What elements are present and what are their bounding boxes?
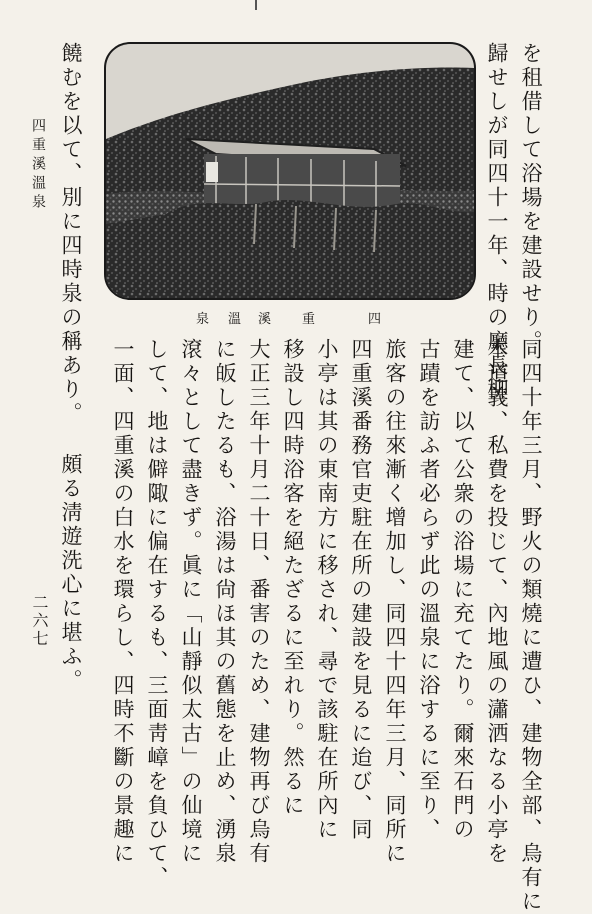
- text-column-12: に皈したるも、浴湯は尙ほ其の舊態を止め、湧泉: [213, 338, 237, 866]
- photo-caption-char-4: 溫: [228, 312, 242, 327]
- photo-caption-char-3: 溪: [258, 312, 272, 327]
- text-column-15: 一面、四重溪の白水を環らし、四時不斷の景趣に: [111, 338, 135, 866]
- scan-mark: [255, 0, 257, 10]
- text-column-3: 同四十年三月、野火の類燒に遭ひ、建物全部、烏有に: [519, 338, 543, 914]
- text-column-1: を租借して浴場を建設せり。: [519, 42, 543, 354]
- text-column-11: 大正三年十月二十日、番害のため、建物再び烏有: [247, 338, 271, 866]
- photo-caption-char-1: 四: [368, 312, 382, 327]
- text-column-13: 滾々として盡きず。眞に「山靜似太古」の仙境に: [179, 338, 203, 866]
- text-column-16: 饒むを以て、別に四時泉の稱あり。 頗る淸遊洗心に堪ふ。: [59, 42, 83, 693]
- text-column-2: 歸せしが同四十一年、時の廳長柳: [485, 42, 509, 402]
- text-column-7: 旅客の往來漸く增加し、同四十四年三月、同所に: [383, 338, 407, 866]
- text-column-5: 建て、以て公衆の浴場に充てたり。爾來石門の: [451, 338, 475, 842]
- text-column-9: 小亭は其の東南方に移され、尋で該駐在所內に: [315, 338, 339, 842]
- page-number: 二六七: [30, 594, 49, 648]
- running-head: 四重溪溫泉: [30, 118, 46, 213]
- hot-spring-photo: [104, 42, 476, 300]
- text-column-6: 古蹟を訪ふ者必らず此の溫泉に浴するに至り、: [417, 338, 441, 842]
- text-column-4: 本道義、私費を投じて、內地風の瀟洒なる小亭を: [485, 338, 509, 866]
- photo-caption-char-2: 重: [302, 312, 316, 327]
- text-column-8: 四重溪番務官吏駐在所の建設を見るに迨び、同: [349, 338, 373, 842]
- text-column-14: して、地は僻陬に偏在するも、三面靑嶂を負ひて、: [145, 338, 169, 890]
- text-column-10: 移設し四時浴客を絕たざるに至れり。然るに: [281, 338, 305, 818]
- photo-caption-char-5: 泉: [196, 312, 210, 327]
